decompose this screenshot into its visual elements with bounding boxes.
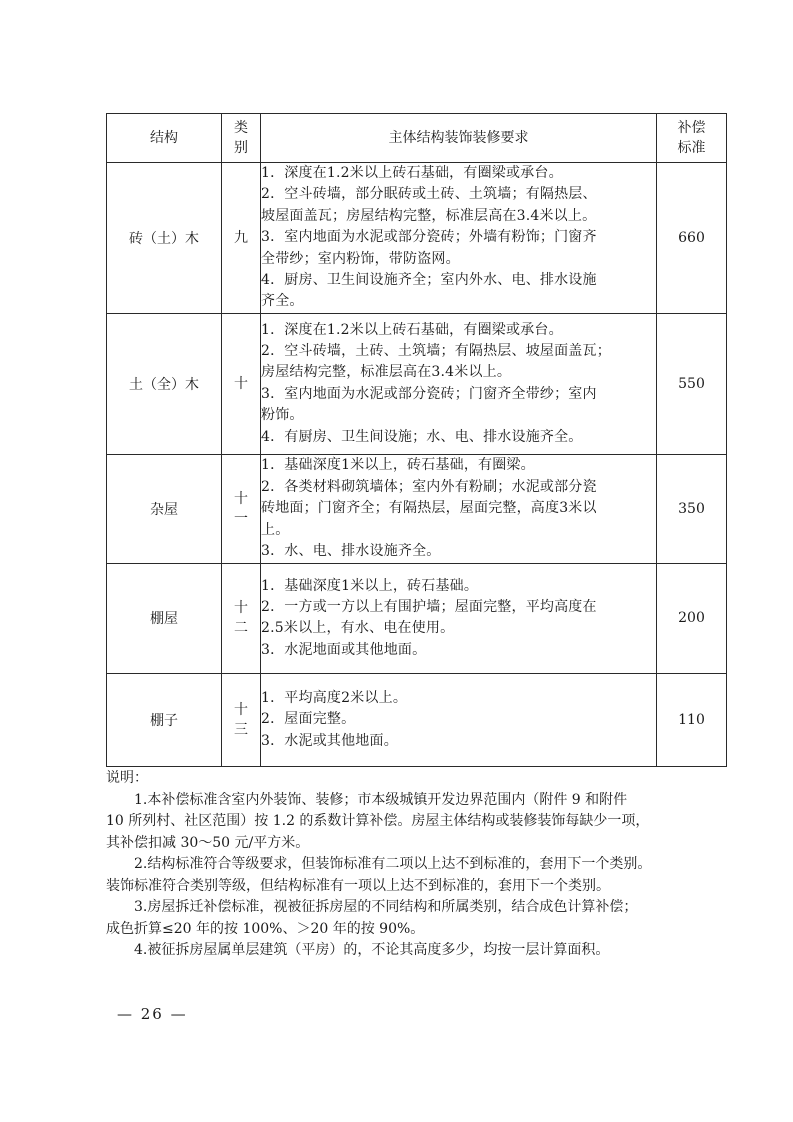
requirement-line: 3．水泥或其他地面。 <box>261 732 398 749</box>
requirements-cell <box>261 163 657 314</box>
category-cell <box>222 454 261 563</box>
requirement-line: 2.5米以上，有水、电在使用。 <box>261 620 455 637</box>
requirement-line: 2．一方或一方以上有围护墙；屋面完整，平均高度在 <box>261 598 597 615</box>
structure-cell: 棚子 <box>107 673 222 766</box>
standard-cell: 660 <box>657 163 727 314</box>
category-cell <box>222 563 261 673</box>
requirements-cell <box>261 454 657 563</box>
note-line: 4.被征拆房屋属单层建筑（平房）的，不论其高度多少，均按一层计算面积。 <box>134 942 610 958</box>
requirement-line: 1．基础深度1米以上，砖石基础。 <box>261 577 479 594</box>
requirement-line: 4．厨房、卫生间设施齐全；室内外水、电、排水设施 <box>261 272 597 289</box>
structure-cell: 杂屋 <box>107 454 222 563</box>
header-category-char: 类 <box>234 120 248 136</box>
note-line: 3.房屋拆迁补偿标准，视被征拆房屋的不同结构和所属类别，结合成色计算补偿； <box>134 899 638 915</box>
requirement-line: 2．空斗砖墙，部分眠砖或土砖、土筑墙；有隔热层、 <box>261 186 597 203</box>
requirement-line: 全带纱；室内粉饰，带防盗网。 <box>261 250 460 267</box>
header-standard-line: 补偿 <box>677 120 706 136</box>
structure-cell: 砖（土）木 <box>107 163 222 314</box>
header-standard <box>657 114 727 163</box>
requirement-line: 房屋结构完整，标准层高在3.4米以上。 <box>261 364 512 381</box>
header-standard-line: 标准 <box>677 140 706 156</box>
category-cell <box>222 313 261 454</box>
requirement-line: 粉饰。 <box>261 407 304 424</box>
category-char: 十 <box>234 490 248 507</box>
category-char: 二 <box>234 620 248 637</box>
header-category-char: 别 <box>234 140 248 156</box>
requirement-line: 2．各类材料砌筑墙体；室内外有粉刷；水泥或部分瓷 <box>261 478 597 495</box>
table-row <box>107 163 727 314</box>
standard-cell: 110 <box>657 673 727 766</box>
category-char: 十 <box>234 375 248 392</box>
standard-cell: 350 <box>657 454 727 563</box>
requirement-line: 3．水泥地面或其他地面。 <box>261 641 427 658</box>
standard-cell: 200 <box>657 563 727 673</box>
page-number: — 26 — <box>117 1005 188 1023</box>
category-cell <box>222 673 261 766</box>
requirement-line: 砖地面；门窗齐全；有隔热层，屋面完整，高度3米以 <box>261 500 597 517</box>
header-category <box>222 114 261 163</box>
category-char: 十 <box>234 701 248 718</box>
note-line: 2.结构标准符合等级要求，但装饰标准有二项以上达不到标准的，套用下一个类别。 <box>134 856 652 872</box>
note-line: 其补偿扣减 30～50 元/平方米。 <box>106 834 310 851</box>
notes-title: 说明： <box>106 770 148 786</box>
requirement-line: 3．水、电、排水设施齐全。 <box>261 542 441 559</box>
category-char: 三 <box>234 721 248 738</box>
category-char: 十 <box>234 600 248 617</box>
table-row <box>107 454 727 563</box>
requirement-line: 3．室内地面为水泥或部分瓷砖；门窗齐全带纱；室内 <box>261 385 597 402</box>
note-line: 10 所列村、社区范围）按 1.2 的系数计算补偿。房屋主体结构或装修装饰每缺少一项， <box>106 813 650 829</box>
compensation-standard-table <box>106 113 727 767</box>
requirement-line: 齐全。 <box>261 293 304 310</box>
table-header-row <box>107 114 727 163</box>
note-line: 成色折算≤20 年的按 100%、＞20 年的按 90%。 <box>106 920 425 937</box>
requirement-line: 1．平均高度2米以上。 <box>261 689 408 706</box>
header-requirements: 主体结构装饰装修要求 <box>261 114 657 163</box>
requirement-line: 1．深度在1.2米以上砖石基础，有圈梁或承台。 <box>261 321 563 338</box>
note-line: 1.本补偿标准含室内外装饰、装修；市本级城镇开发边界范围内（附件 9 和附件 <box>134 791 628 808</box>
requirements-cell <box>261 313 657 454</box>
structure-cell: 土（全）木 <box>107 313 222 454</box>
notes-section <box>106 768 728 962</box>
table-row <box>107 563 727 673</box>
requirements-cell <box>261 673 657 766</box>
table-row <box>107 673 727 766</box>
notes-list <box>106 790 728 962</box>
category-cell <box>222 163 261 314</box>
requirement-line: 坡屋面盖瓦；房屋结构完整，标准层高在3.4米以上。 <box>261 207 597 224</box>
note-line: 装饰标准符合类别等级，但结构标准有一项以上达不到标准的，套用下一个类别。 <box>106 877 610 894</box>
requirements-cell <box>261 563 657 673</box>
standard-cell: 550 <box>657 313 727 454</box>
requirement-line: 1．深度在1.2米以上砖石基础，有圈梁或承台。 <box>261 165 563 181</box>
structure-cell: 棚屋 <box>107 563 222 673</box>
table-body <box>107 114 727 767</box>
category-char: 一 <box>234 510 248 527</box>
requirement-line: 4．有厨房、卫生间设施；水、电、排水设施齐全。 <box>261 428 583 445</box>
requirement-line: 3．室内地面为水泥或部分瓷砖；外墙有粉饰；门窗齐 <box>261 229 597 246</box>
requirement-line: 2．空斗砖墙，土砖、土筑墙；有隔热层、坡屋面盖瓦； <box>261 343 611 360</box>
requirement-line: 上。 <box>261 521 290 538</box>
table-row <box>107 313 727 454</box>
header-structure: 结构 <box>107 114 222 163</box>
requirement-line: 1．基础深度1米以上，砖石基础，有圈梁。 <box>261 457 535 474</box>
category-char: 九 <box>234 229 248 246</box>
requirement-line: 2．屋面完整。 <box>261 711 356 728</box>
